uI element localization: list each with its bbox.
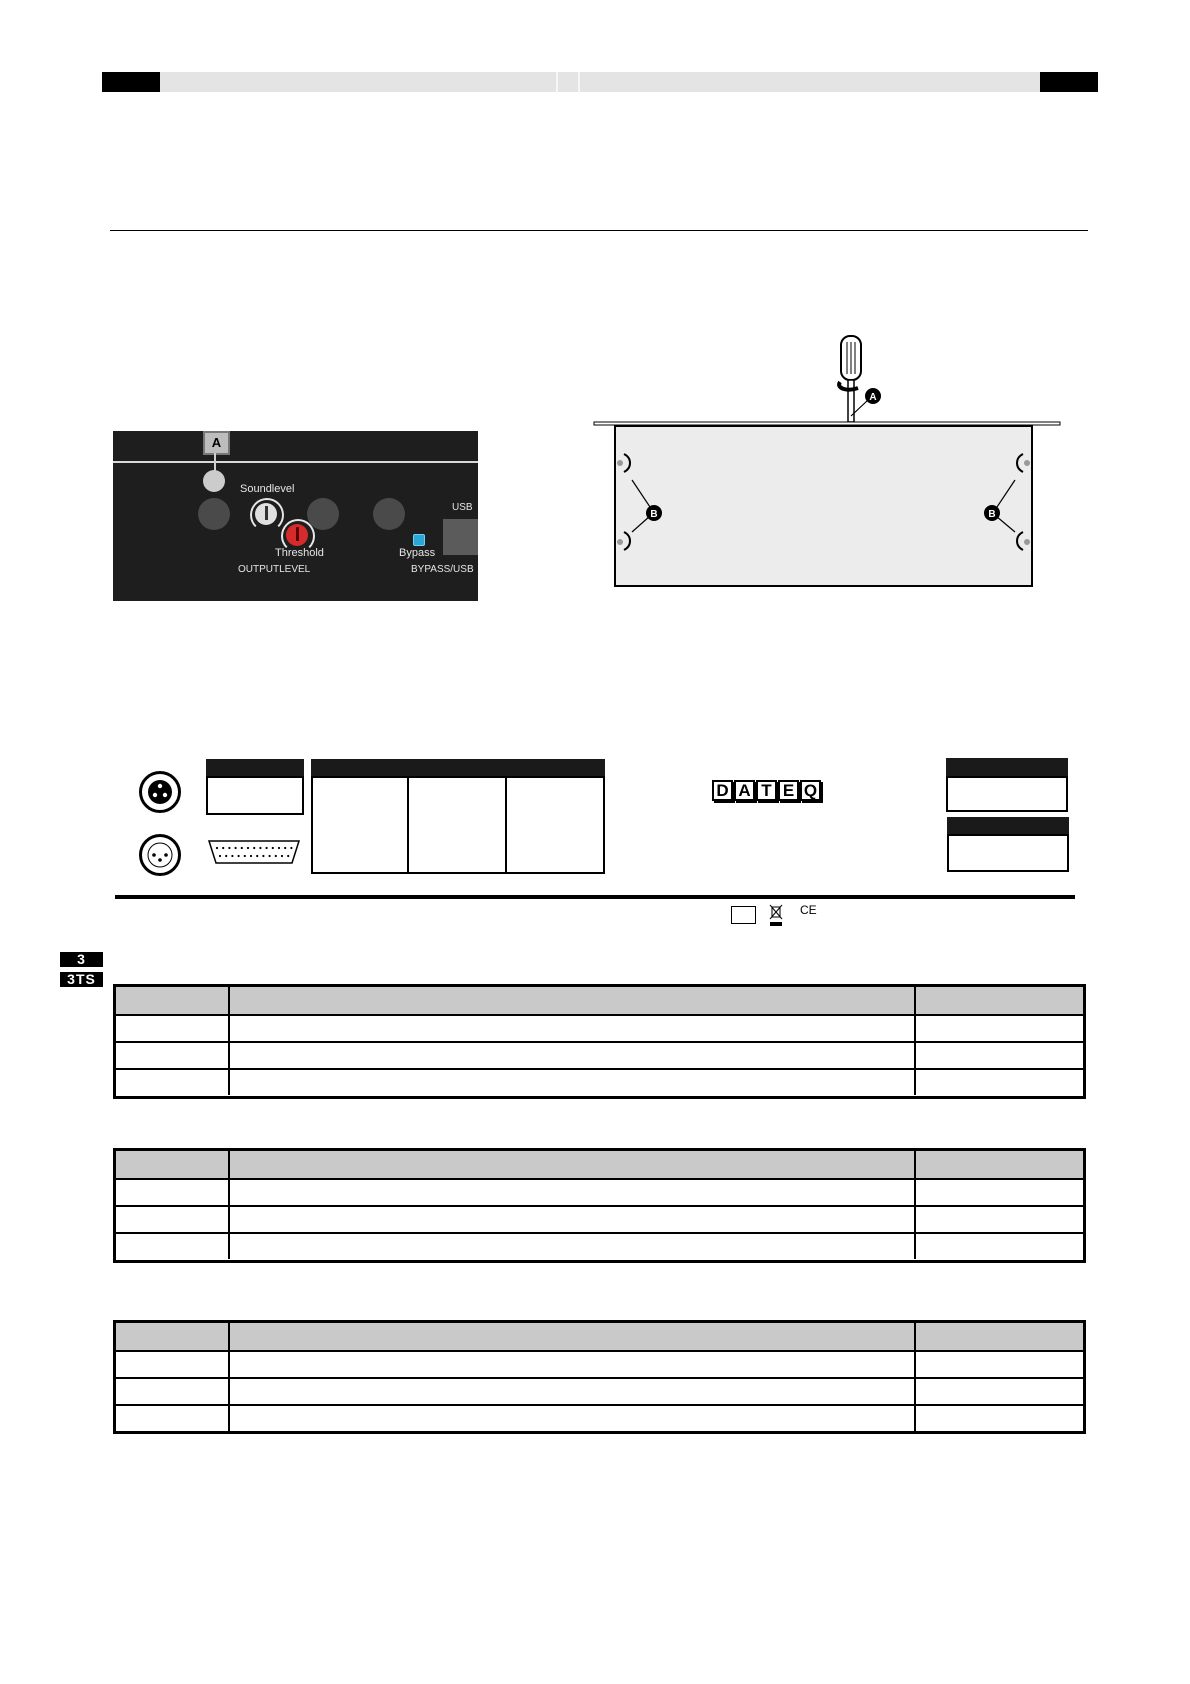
dateq-logo: [712, 780, 821, 801]
rack-mount-diagram: [590, 330, 1065, 600]
panel-button-left: [198, 498, 230, 530]
table-row: [116, 1232, 1083, 1259]
table-row: [116, 1377, 1083, 1404]
rack-ear-plate: [594, 422, 1060, 425]
side-tab-3ts: 3TS: [60, 972, 103, 987]
din-connector-icon: [139, 834, 181, 876]
table-cell: [116, 1234, 228, 1259]
table-cell: [228, 1406, 914, 1431]
table-cell: [914, 1379, 1083, 1404]
table-cell: [228, 1207, 914, 1232]
table-header-cell: [116, 1151, 228, 1178]
header-bar-divider: [578, 72, 580, 92]
dsub-pin: [235, 847, 237, 849]
table-cell: [914, 1207, 1083, 1232]
spec-table-col-1: [311, 776, 411, 874]
table-cell: [116, 1180, 228, 1205]
table-header-cell: [914, 987, 1083, 1014]
table-row: [116, 1041, 1083, 1068]
dsub-pin: [278, 847, 280, 849]
table-header-row: [116, 1323, 1083, 1350]
table-cell: [914, 1070, 1083, 1095]
dsub-pin: [272, 847, 274, 849]
logo-letter: Q: [800, 780, 821, 801]
dsub-pin: [222, 847, 224, 849]
right-box-1: [946, 776, 1068, 812]
spec-table-col-2: [407, 776, 507, 874]
panel-button-right: [373, 498, 405, 530]
bypass-usb-label: BYPASS/USB: [411, 564, 474, 575]
table-row: [116, 1178, 1083, 1205]
section-divider: [110, 230, 1088, 231]
spec-table-col-3: [505, 776, 605, 874]
table-header-cell: [914, 1151, 1083, 1178]
table-cell: [116, 1379, 228, 1404]
side-tab-3: 3: [60, 952, 103, 967]
data-table-2: [113, 1148, 1086, 1263]
weee-bin-icon: [768, 903, 784, 927]
table-cell: [228, 1043, 914, 1068]
table-row: [116, 1205, 1083, 1232]
marker-a-label: A: [203, 431, 230, 455]
usb-label: USB: [452, 502, 473, 513]
dsub-pin: [281, 855, 283, 857]
table-cell: [914, 1234, 1083, 1259]
table-header-row: [116, 987, 1083, 1014]
table-cell: [116, 1070, 228, 1095]
marker-b-right-text: B: [988, 509, 996, 520]
table-header-cell: [228, 1151, 914, 1178]
table-cell: [914, 1043, 1083, 1068]
table-header-row: [116, 1151, 1083, 1178]
table-header-cell: [228, 1323, 914, 1350]
table-header-cell: [116, 987, 228, 1014]
logo-letter: T: [756, 780, 777, 801]
empty-box-icon: [731, 906, 756, 924]
soundlevel-knob-pointer: [265, 506, 268, 520]
threshold-label: Threshold: [275, 547, 324, 559]
front-panel-image: [113, 431, 478, 601]
ce-mark-icon: CE: [800, 903, 817, 917]
indicator-led: [203, 470, 225, 492]
outputlevel-label: OUTPUTLEVEL: [238, 564, 311, 575]
table-cell: [228, 1379, 914, 1404]
table-cell: [914, 1352, 1083, 1377]
table-cell: [228, 1352, 914, 1377]
logo-letter: E: [778, 780, 799, 801]
dsub-pin: [244, 855, 246, 857]
dsub-pin: [284, 847, 286, 849]
header-bar-center: [160, 72, 1040, 92]
dsub-pin: [250, 855, 252, 857]
dsub25-connector-icon: [206, 838, 302, 866]
device-housing: [615, 426, 1032, 586]
logo-letter: D: [712, 780, 733, 801]
dsub-pin: [287, 855, 289, 857]
dsub-pin: [256, 855, 258, 857]
table-cell: [116, 1043, 228, 1068]
panel-top-line: [113, 461, 478, 463]
table-cell: [914, 1180, 1083, 1205]
table-cell: [116, 1207, 228, 1232]
dsub-pin: [269, 855, 271, 857]
table-cell: [228, 1070, 914, 1095]
right-box-2: [947, 834, 1069, 872]
dsub-pin: [225, 855, 227, 857]
dsub-pin: [259, 847, 261, 849]
dsub-pin: [290, 847, 292, 849]
marker-b-left-text: B: [650, 509, 658, 520]
footer-rule: [115, 895, 1075, 899]
dsub-pin: [247, 847, 249, 849]
bypass-led: [413, 534, 425, 546]
dsub-pin: [266, 847, 268, 849]
table-cell: [228, 1180, 914, 1205]
dsub-pin: [219, 855, 221, 857]
dsub-pin: [262, 855, 264, 857]
marker-a-text: A: [869, 392, 877, 403]
table-cell: [914, 1016, 1083, 1041]
dsub-pin: [275, 855, 277, 857]
table-cell: [116, 1016, 228, 1041]
bypass-label: Bypass: [399, 547, 436, 559]
table-row: [116, 1404, 1083, 1431]
table-cell: [914, 1406, 1083, 1431]
table-cell: [116, 1352, 228, 1377]
dsub-pin: [253, 847, 255, 849]
header-bar-left-block: [102, 72, 160, 92]
table-header-cell: [228, 987, 914, 1014]
dsub-pin: [216, 847, 218, 849]
table-row: [116, 1014, 1083, 1041]
table-row: [116, 1068, 1083, 1095]
dsub-pin: [238, 855, 240, 857]
table-cell: [228, 1234, 914, 1259]
logo-letter: A: [734, 780, 755, 801]
xlr-3pin-connector-icon: [139, 771, 181, 813]
dsub-pin: [231, 855, 233, 857]
table-cell: [116, 1406, 228, 1431]
table-cell: [228, 1016, 914, 1041]
connector-value-box: [206, 776, 304, 815]
table-header-cell: [116, 1323, 228, 1350]
threshold-knob-pointer: [296, 527, 299, 541]
dsub-pin: [241, 847, 243, 849]
header-bar-right-block: [1040, 72, 1098, 92]
soundlevel-label: Soundlevel: [240, 483, 295, 495]
table-row: [116, 1350, 1083, 1377]
data-table-1: [113, 984, 1086, 1099]
usb-port: [443, 519, 478, 555]
dsub-pin: [228, 847, 230, 849]
table-header-cell: [914, 1323, 1083, 1350]
right-box-1-header: [946, 758, 1068, 778]
data-table-3: [113, 1320, 1086, 1434]
header-bar-divider: [556, 72, 558, 92]
